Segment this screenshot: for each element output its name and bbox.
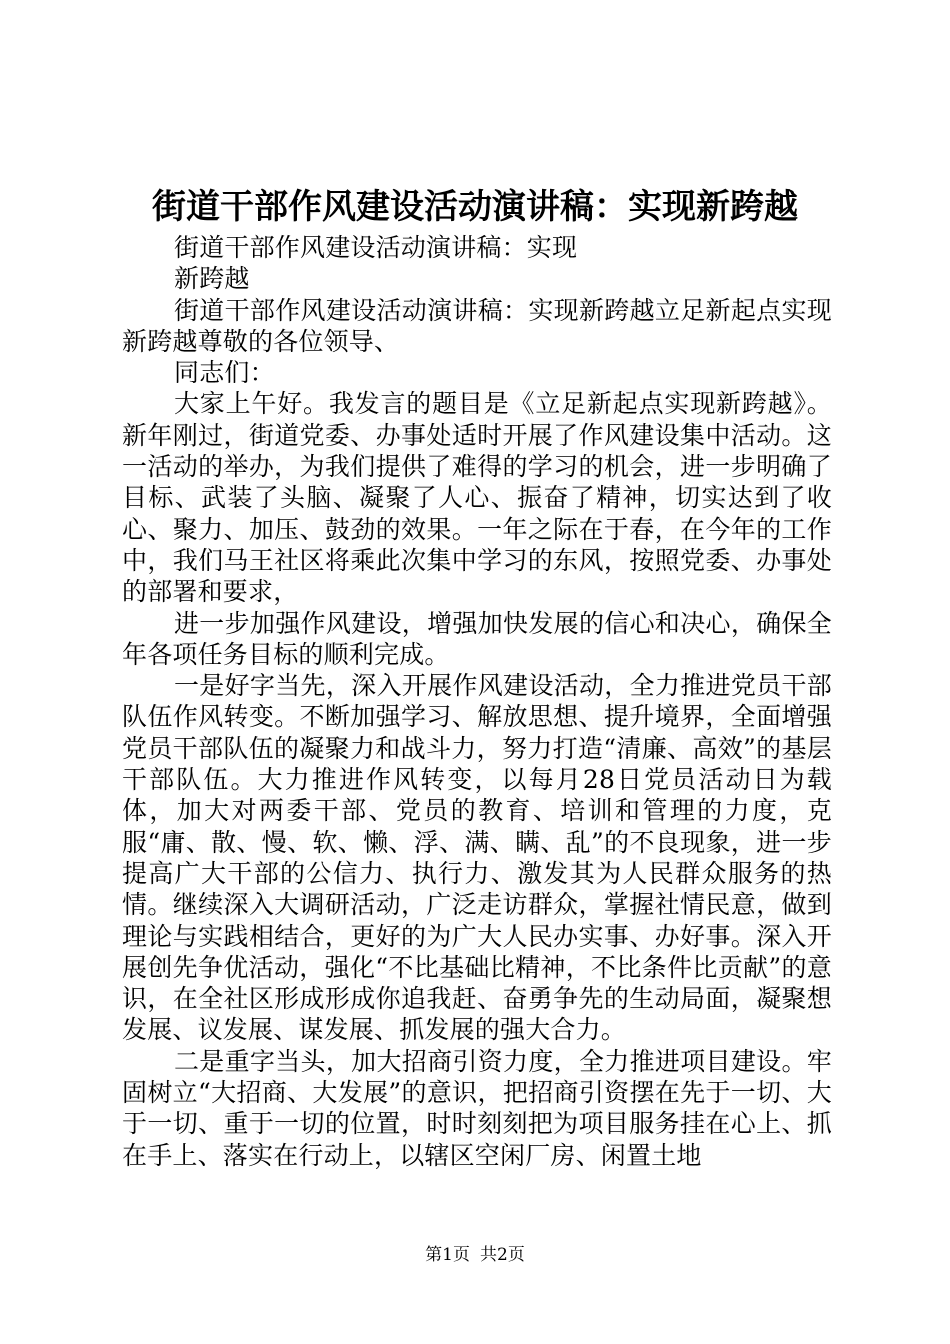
paragraph: 大家上午好。我发言的题目是《立足新起点实现新跨越》。新年刚过，街道党委、办事处适时开展了作风建设集中活动。这一活动的举办，为我们提供了难得的学习的机会，进一步明确了目标、武装了头脑、凝聚了人心、振奋了精神，切实达到了收心、聚力、加压、鼓劲的效果。一年之际在于春，在今年的工作中，我们马王社区将乘此次集中学习的东风，按照党委、办事处的部署和要求， [122, 389, 832, 607]
paragraph: 新跨越 [174, 264, 250, 294]
paragraph: 进一步加强作风建设，增强加快发展的信心和决心，确保全年各项任务目标的顺利完成。 [122, 608, 832, 669]
page-total: 共2页 [480, 1245, 525, 1265]
paragraph: 一是好字当先，深入开展作风建设活动，全力推进党员干部队伍作风转变。不断加强学习、解放思想、提升境界，全面增强党员干部队伍的凝聚力和战斗力，努力打造“清廉、高效”的基层干部队伍。大力推进作风转变，以每月28日党员活动日为载体，加大对两委干部、党员的教育、培训和管理的力度，克服“庸、散、慢、软、懒、浮、满、瞒、乱”的不良现象，进一步提高广大干部的公信力、执行力、激发其为人民群众服务的热情。继续深入大调研活动，广泛走访群众，掌握社情民意，做到理论与实践相结合，更好的为广大人民办实事、办好事。深入开展创先争优活动，强化“不比基础比精神，不比条件比贡献”的意识，在全社区形成形成你追我赶、奋勇争先的生动局面，凝聚想发展、议发展、谋发展、抓发展的强大合力。 [122, 671, 832, 1045]
paragraph: 街道干部作风建设活动演讲稿：实现 [174, 233, 578, 262]
document-title: 街道干部作风建设活动演讲稿：实现新跨越 [152, 187, 798, 227]
paragraph: 街道干部作风建设活动演讲稿：实现新跨越立足新起点实现新跨越尊敬的各位领导、 [122, 295, 832, 356]
page-number: 第1页 [425, 1245, 470, 1265]
page-footer [0, 1243, 950, 1267]
paragraph: 二是重字当头，加大招商引资力度，全力推进项目建设。牢固树立“大招商、大发展”的意识，把招商引资摆在先于一切、大于一切、重于一切的位置，时时刻刻把为项目服务挂在心上、抓在手上、落实在行动上，以辖区空闲厂房、闲置土地 [122, 1046, 832, 1170]
document-body [122, 232, 832, 1171]
paragraph: 同志们： [174, 358, 275, 388]
